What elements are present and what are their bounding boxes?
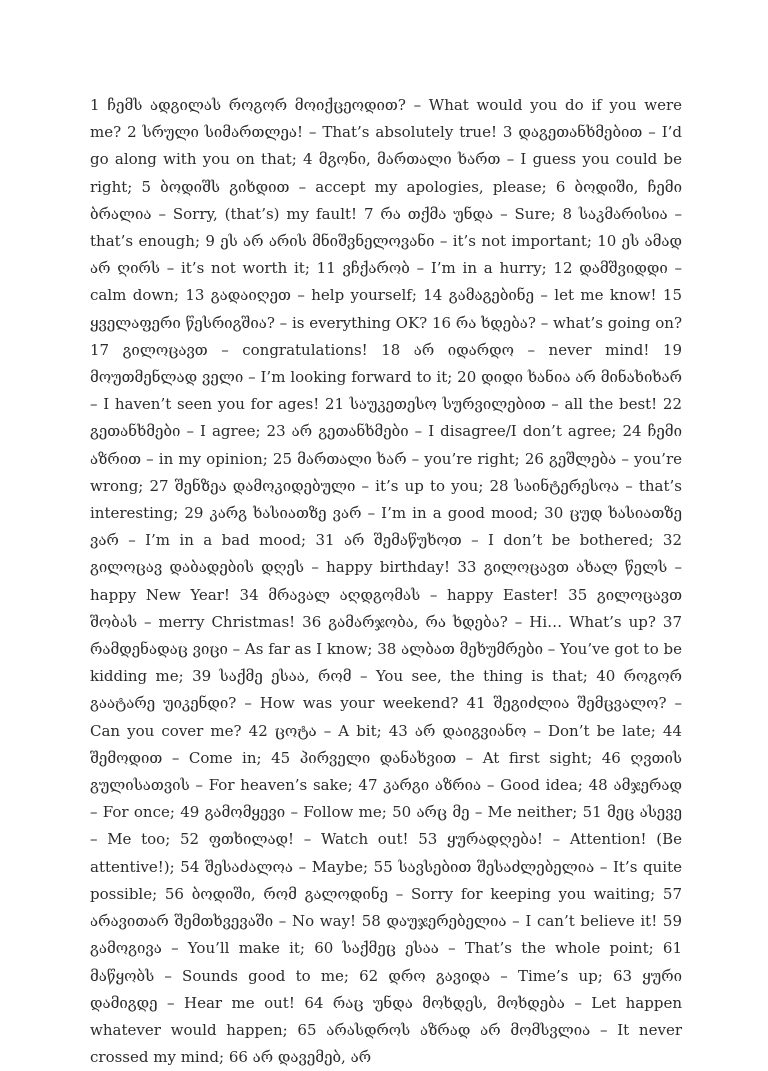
phrase-list-paragraph: 1 ჩემს ადგილას როგორ მოიქცეოდით? – What would you do if you were me? 2 სრული სიმართლეა! – That’s absolutely true! 3 დაგეთანხმებით – I’d go along with you on that; 4 მგონი, მართალი ხართ – I guess you could be right; 5 ბოდიშს გიხდით – accept my apologies, please; 6 ბოდიში, ჩემი ბრალია – Sorry, (that’s) my fault! 7 რა თქმა უნდა – Sure; 8 საკმარისია – that’s enough; 9 ეს არ არის მნიშვნელოვანი – it’s not important; 10 ეს ამად არ ღირს – it’s not worth it; 11 ვჩქარობ – I’m in a hurry; 12 დამშვიდდი – calm down; 13 გადაიღეთ – help yourself; 14 გამაგებინე – let me know! 15 ყველაფერი წესრიგშია? – is everything OK? 16 რა ხდება? – what’s going on? 17 გილოცავთ – congratulations! 18 არ იდარდო – never mind! 19 მოუთმენლად ველი – I’m looking forward to it; 20 დიდი ხანია არ მინახიხარ – I haven’t seen you for ages! 21 საუკეთესო სურვილებით – all the best! 22 გეთანხმები – I agree; 23 არ გეთანხმები – I disagree/I don’t agree; 24 ჩემი აზრით – in my opinion; 25 მართალი ხარ – you’re right; 26 გეშლება – you’re wrong; 27 შენზეა დამოკიდებული – it’s up to you; 28 საინტერესოა – that’s interesting; 29 კარგ ხასიათზე ვარ – I’m in a good mood; 30 ცუდ ხასიათზე ვარ – I’m in a bad mood; 31 არ შემაწუხოთ – I don’t be bothered; 32 გილოცავ დაბადების დღეს – happy birthday! 33 გილოცავთ ახალ წელს – happy New Year! 34 მრავალ აღდგომას – happy Easter! 35 გილოცავთ შობას – merry Christmas! 36 გამარჯობა, რა ხდება? – Hi… What’s up? 37 რამდენადაც ვიცი – As far as I know; 38 ალბათ მეხუმრები – You’ve got to be kidding me; 39 საქმე ესაა, რომ – You see, the thing is that; 40 როგორ გაატარე უიკენდი? – How was your weekend? 41 შეგიძლია შემცვალო? – Can you cover me? 42 ცოტა – A bit; 43 არ დაიგვიანო – Don’t be late; 44 შემოდით – Come in; 45 პირველი დანახვით – At first sight; 46 ღვთის გულისათვის – For heaven’s sake; 47 კარგი აზრია – Good idea; 48 ამჯერად – For once; 49 გამომყევი – Follow me; 50 არც მე – Me neither; 51 მეც ასევე – Me too; 52 ფთხილად! – Watch out! 53 ყურადღება! – Attention! (Be attentive!); 54 შესაძალოა – Maybe; 55 სავსებით შესაძლებელია – It’s quite possible; 56 ბოდიში, რომ გალოდინე – Sorry for keeping you waiting; 57 არავითარ შემთხვევაში – No way! 58 დაუჯერებელია – I can’t believe it! 59 გამოგივა – You’ll make it; 60 საქმეც ესაა – That’s the whole point; 61 მაწყობს – Sounds good to me; 62 დრო გავიდა – Time’s up; 63 ყური დამიგდე – Hear me out! 64 რაც უნდა მოხდეს, მოხდება – Let happen whatever would happen; 65 არასდროს აზრად არ მომსვლია – It never crossed my mind; 66 არ დავემებ, არ	[90, 96, 682, 1067]
